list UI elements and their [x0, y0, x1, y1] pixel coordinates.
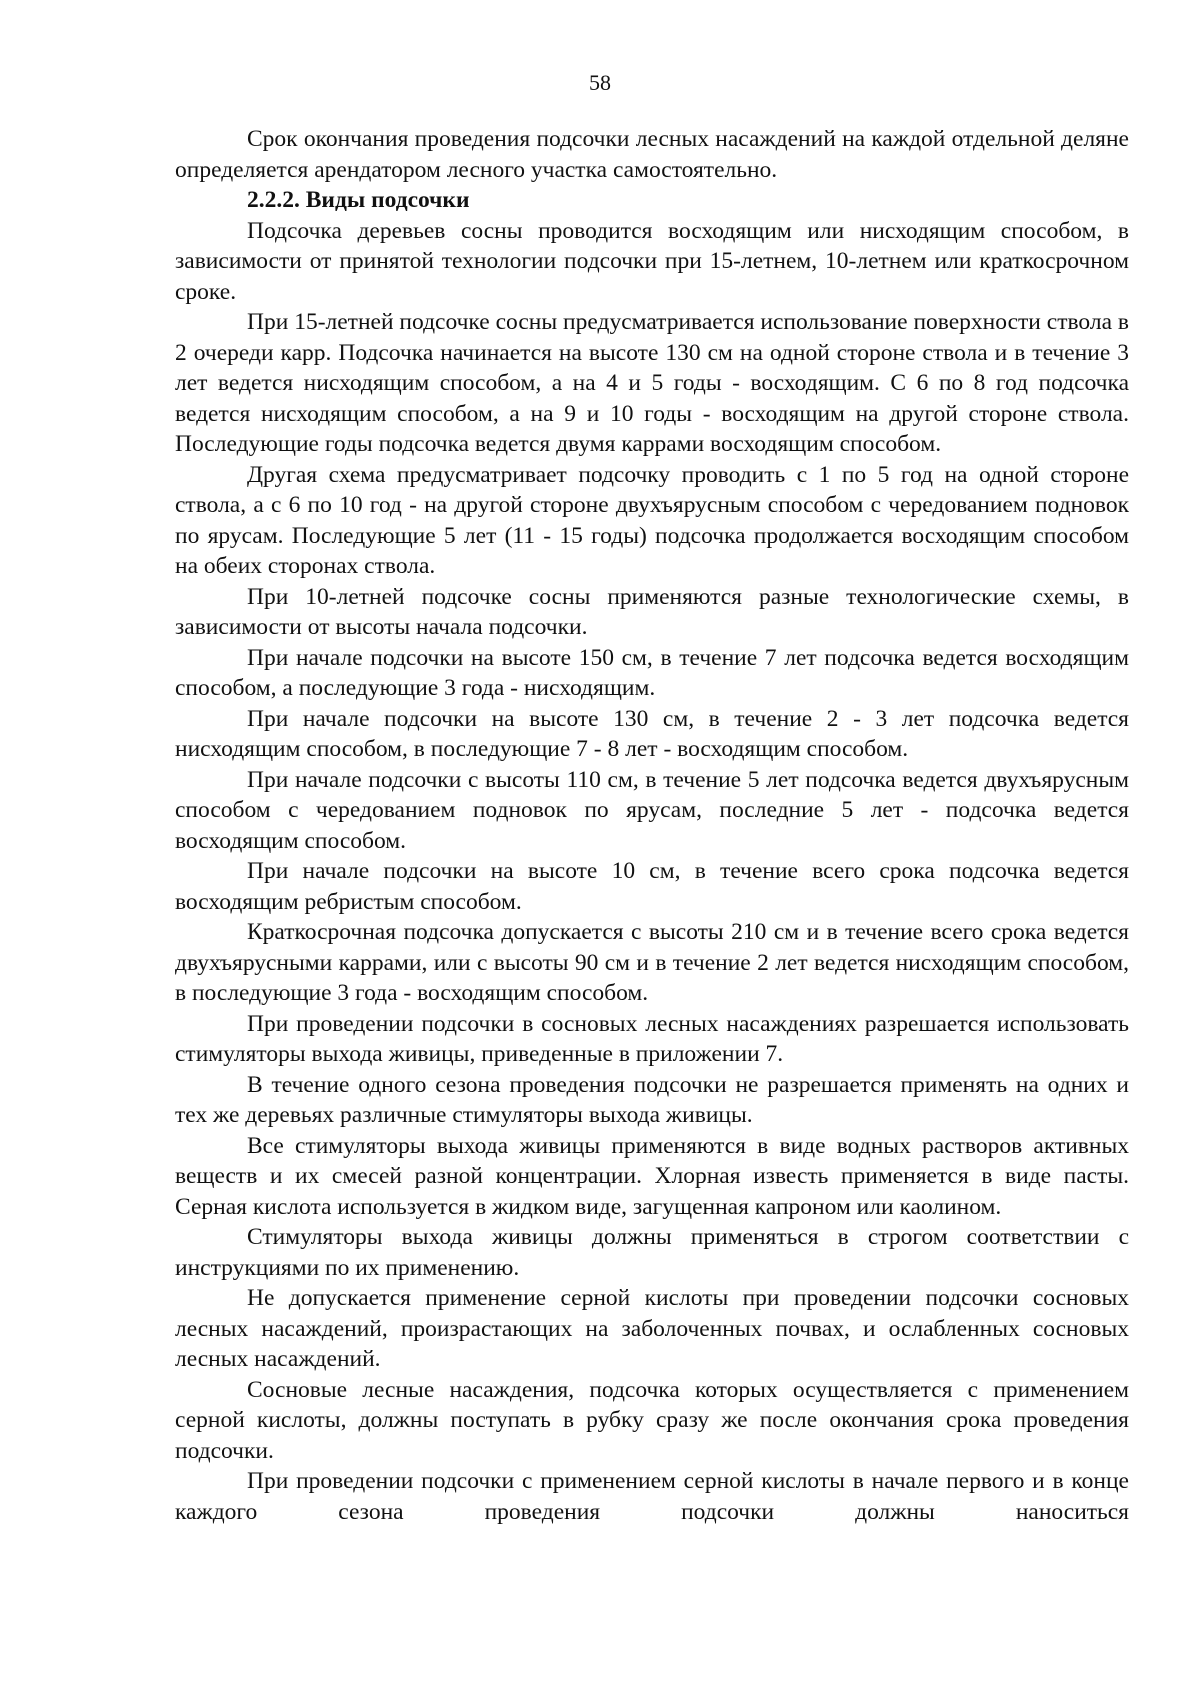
paragraph-acid-application: При проведении подсочки с применением серной кислоты в начале первого и в конце каждого сезона проведения подсочки должны наноситься [175, 1468, 1129, 1525]
paragraph-start-10cm: При начале подсочки на высоте 10 см, в течение всего срока подсочка ведется восходящим ребристым способом. [175, 858, 1129, 915]
paragraph-stimulators-instructions: Стимуляторы выхода живицы должны применяться в строгом соответствии с инструкциями по их применению. [175, 1224, 1129, 1281]
paragraph-10-year-schemes: При 10-летней подсочке сосны применяются разные технологические схемы, в зависимости от высоты начала подсочки. [175, 583, 1129, 640]
paragraph-alternative-scheme: Другая схема предусматривает подсочку проводить с 1 по 5 год на одной стороне ствола, а с 6 по 10 год - на другой стороне двухъярусным способом с чередованием подновок по ярусам. Последующие 5 лет (11 - 15 годы) подсочка продолжается восходящим способом на обеих сторонах ствола. [175, 461, 1129, 579]
paragraph-stimulators-forms: Все стимуляторы выхода живицы применяются в виде водных растворов активных веществ и их смесей разной концентрации. Хлорная известь применяется в виде пасты. Серная кислота используется в жидком виде, загущенная капроном или каолином. [175, 1132, 1129, 1220]
paragraph-tapping-methods: Подсочка деревьев сосны проводится восходящим или нисходящим способом, в зависимости от принятой технологии подсочки при 15-летнем, 10-летнем или краткосрочном сроке. [175, 217, 1129, 305]
document-body [175, 124, 1129, 1527]
paragraph-harvest-deadline: Срок окончания проведения подсочки лесных насаждений на каждой отдельной деляне определяется арендатором лесного участка самостоятельно. [175, 126, 1129, 183]
section-heading: 2.2.2. Виды подсочки [247, 187, 470, 213]
paragraph-start-130cm: При начале подсочки на высоте 130 см, в течение 2 - 3 лет подсочка ведется нисходящим способом, в последующие 7 - 8 лет - восходящим способом. [175, 705, 1129, 762]
paragraph-stimulators-season: В течение одного сезона проведения подсочки не разрешается применять на одних и тех же деревьях различные стимуляторы выхода живицы. [175, 1071, 1129, 1128]
paragraph-short-term: Краткосрочная подсочка допускается с высоты 210 см и в течение всего срока ведется двухъярусными каррами, или с высоты 90 см и в течение 2 лет ведется нисходящим способом, в последующие 3 года - восходящим способом. [175, 919, 1129, 1006]
page-number: 58 [589, 70, 611, 95]
paragraph-stimulators-allowed: При проведении подсочки в сосновых лесных насаждениях разрешается использовать стимуляторы выхода живицы, приведенные в приложении 7. [175, 1010, 1129, 1067]
paragraph-sulfuric-acid-restriction: Не допускается применение серной кислоты при проведении подсочки сосновых лесных насаждений, произрастающих на заболоченных почвах, и ослабленных сосновых лесных насаждений. [175, 1285, 1129, 1372]
paragraph-15-year-scheme: При 15-летней подсочке сосны предусматривается использование поверхности ствола в 2 очереди карр. Подсочка начинается на высоте 130 см на одной стороне ствола и в течение 3 лет ведется нисходящим способом, а на 4 и 5 годы - восходящим. С 6 по 8 год подсочка ведется нисходящим способом, а на 9 и 10 годы - восходящим на другой стороне ствола. Последующие годы подсочка ведется двумя каррами восходящим способом. [175, 309, 1129, 457]
paragraph-start-110cm: При начале подсочки с высоты 110 см, в течение 5 лет подсочка ведется двухъярусным способом с чередованием подновок по ярусам, последние 5 лет - подсочка ведется восходящим способом. [175, 766, 1129, 854]
paragraph-felling-after-acid: Сосновые лесные насаждения, подсочка которых осуществляется с применением серной кислоты, должны поступать в рубку сразу же после окончания срока проведения подсочки. [175, 1376, 1129, 1464]
paragraph-start-150cm: При начале подсочки на высоте 150 см, в течение 7 лет подсочка ведется восходящим способом, а последующие 3 года - нисходящим. [175, 644, 1129, 701]
